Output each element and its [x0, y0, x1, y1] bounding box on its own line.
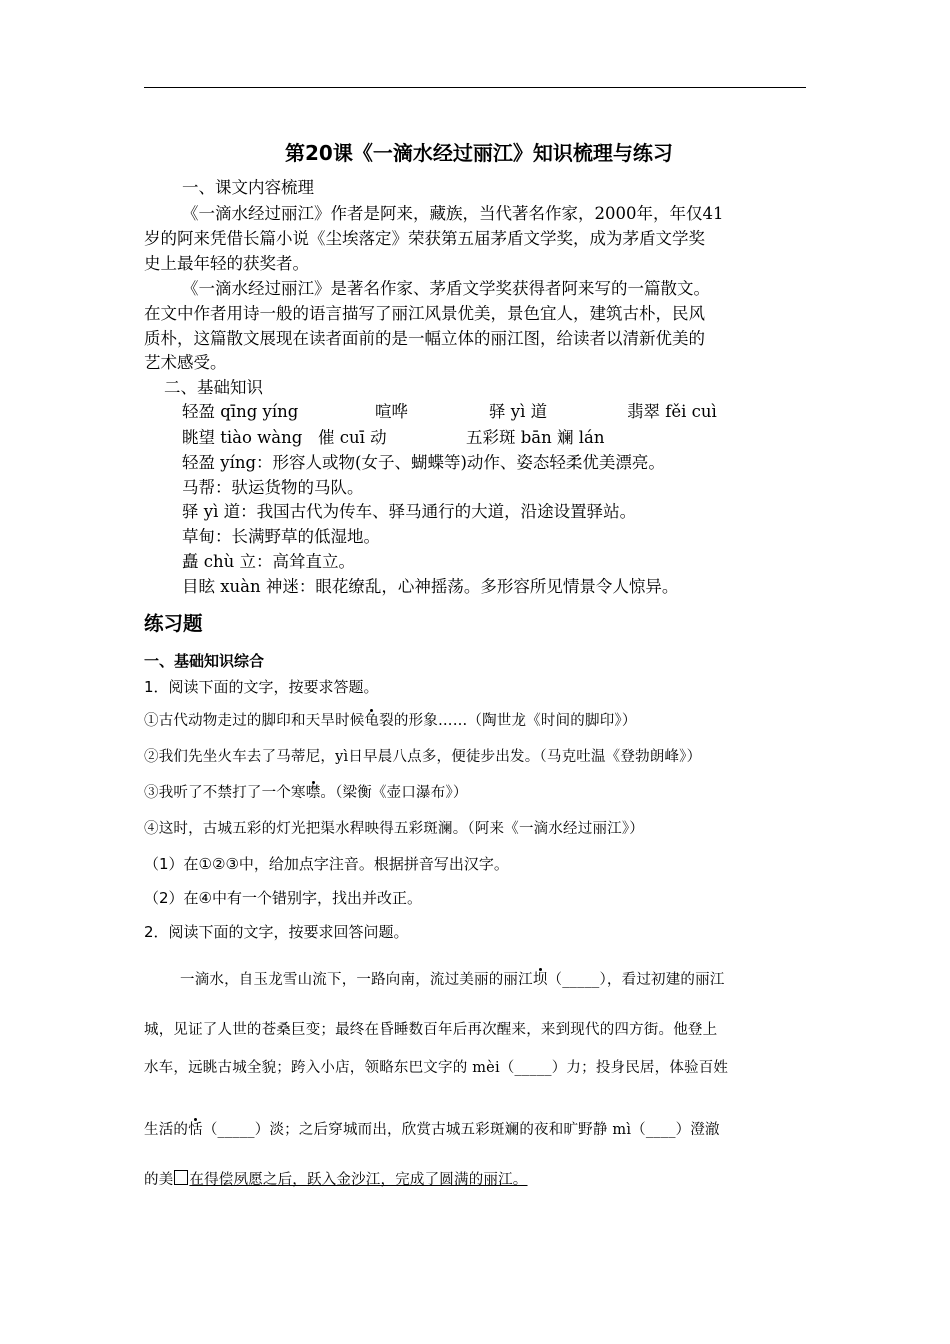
item-3: ③我听了不禁打了一个寒噤。（梁衡《壶口瀑布》）: [144, 785, 468, 801]
answer-box: [174, 1170, 188, 1185]
dotted-char: 噤: [305, 785, 321, 801]
vocab-feicui: 翡翠 fěi cuì: [627, 402, 717, 421]
definition-6: 目眩 xuàn 神迷：眼花缭乱，心神摇荡。多形容所见情景令人惊异。: [182, 577, 679, 596]
definition-3: 驿 yì 道：我国古代为传车、驿马通行的大道，沿途设置驿站。: [182, 502, 637, 521]
definition-1: 轻盈 yíng：形容人或物(女子、蝴蝶等)动作、姿态轻柔优美漂亮。: [182, 453, 665, 472]
section1-p2-line4: 艺术感受。: [144, 353, 227, 372]
passage-line-5: 的美 在得偿夙愿之后，跃入金沙江，完成了圆满的丽江。: [144, 1172, 528, 1188]
section1-heading: 一、课文内容梳理: [182, 178, 314, 197]
vocab-xuanhua: 喧哗: [375, 402, 408, 421]
header-rule: [144, 87, 806, 88]
practice-subheading: 一、基础知识综合: [144, 652, 265, 670]
question-2: 2．阅读下面的文字，按要求回答问题。: [144, 923, 409, 941]
passage-line-3: 水车，远眺古城全貌；跨入小店，领略东巴文字的 mèi（_____）力；投身民居，体验百姓: [144, 1060, 729, 1076]
vocab-qingying: 轻盈 qīng yíng: [182, 402, 299, 421]
definition-4: 草甸：长满野草的低湿地。: [182, 527, 380, 546]
practice-heading: 练习题: [144, 612, 203, 635]
section2-heading: 二、基础知识: [164, 378, 263, 397]
subquestion-1: （1）在①②③中，给加点字注音。根据拼音写出汉字。: [144, 855, 509, 873]
underlined-sentence: 在得偿夙愿之后，跃入金沙江，完成了圆满的丽江。: [189, 1172, 528, 1188]
vocab-yidao: 驿 yì 道: [489, 402, 548, 421]
item-2: ②我们先坐火车去了马蒂尼，yì日早晨八点多，便徒步出发。（马克吐温《登勃朗峰》）: [144, 749, 702, 765]
section1-p1-line3: 史上最年轻的获奖者。: [144, 254, 309, 273]
section1-p2-line3: 质朴，这篇散文展现在读者面前的是一幅立体的丽江图，给读者以清新优美的: [144, 329, 705, 348]
passage-line-1: 一滴水，自玉龙雪山流下，一路向南，流过美丽的丽江坝（_____），看过初建的丽江: [180, 972, 725, 988]
vocab-tiaowang: 眺望 tiào wàng: [182, 428, 303, 447]
dotted-char: 龟: [364, 713, 380, 729]
section1-p1-line2: 岁的阿来凭借长篇小说《尘埃落定》荣获第五届茅盾文学奖，成为茅盾文学奖: [144, 229, 705, 248]
definition-2: 马帮：驮运货物的马队。: [182, 478, 364, 497]
item-1: ①古代动物走过的脚印和天旱时候龟裂的形象……（陶世龙《时间的脚印》）: [144, 713, 637, 729]
vocab-cuidong: 催 cuī 动: [318, 428, 387, 447]
dotted-char: 坝: [532, 972, 548, 988]
section1-p2-line2: 在文中作者用诗一般的语言描写了丽江风景优美，景色宜人，建筑古朴，民风: [144, 304, 705, 323]
passage-line-4: 生活的恬（_____）淡；之后穿城而出，欣赏古城五彩斑斓的夜和旷野静 mì（____）澄澈: [144, 1122, 720, 1138]
subquestion-2: （2）在④中有一个错别字，找出并改正。: [144, 889, 422, 907]
vocab-wucaibanlan: 五彩斑 bān 斓 lán: [466, 428, 605, 447]
question-1: 1．阅读下面的文字，按要求答题。: [144, 678, 379, 696]
page-title: 第20课《一滴水经过丽江》知识梳理与练习: [285, 141, 673, 165]
definition-5: 矗 chù 立：高耸直立。: [182, 552, 355, 571]
dotted-char: 恬: [188, 1122, 203, 1138]
section1-p1-line1: 《一滴水经过丽江》作者是阿来，藏族，当代著名作家，2000年，年仅41: [182, 204, 724, 223]
section1-p2-line1: 《一滴水经过丽江》是著名作家、茅盾文学奖获得者阿来写的一篇散文。: [182, 279, 710, 298]
passage-line-2: 城，见证了人世的苍桑巨变；最终在昏睡数百年后再次醒来，来到现代的四方街。他登上: [144, 1022, 718, 1038]
item-4: ④这时，古城五彩的灯光把渠水稈映得五彩斑澜。（阿来《一滴水经过丽江》）: [144, 821, 644, 837]
